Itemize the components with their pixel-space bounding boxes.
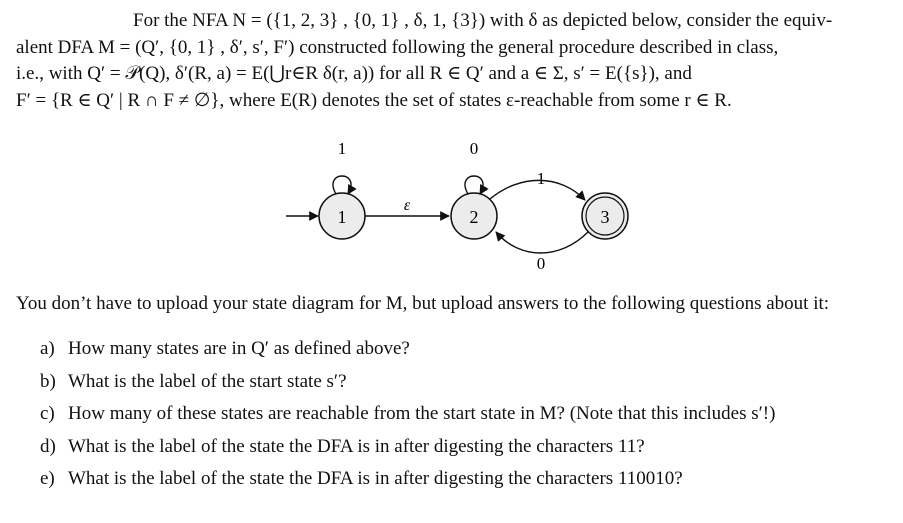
- state-2-label: 2: [469, 207, 479, 227]
- state-1: [319, 193, 365, 239]
- question-letter: d): [40, 435, 56, 457]
- intro-line-1: For the NFA N = ({1, 2, 3} , {0, 1} , δ, 1, {3}) with δ as depicted below, consider the equiv-: [133, 10, 833, 31]
- state-1-label: 1: [337, 207, 347, 227]
- question-text: What is the label of the state the DFA is in after digesting the characters 110010?: [68, 468, 683, 489]
- self-loop-1-label: 1: [337, 139, 347, 158]
- question-letter: b): [40, 370, 56, 392]
- question-text: What is the label of the state the DFA is in after digesting the characters 11?: [68, 435, 645, 457]
- nfa-state-diagram: [0, 128, 903, 278]
- question-letter: a): [40, 338, 55, 359]
- edge-2-to-3-label: 1: [536, 169, 546, 188]
- question-text: How many states are in Q′ as defined above?: [68, 338, 410, 359]
- question-text: What is the label of the start state s′?: [68, 370, 347, 392]
- edge-3-to-2: [496, 232, 588, 253]
- question-a: [40, 338, 775, 371]
- question-d: [40, 436, 775, 469]
- problem-intro: [16, 8, 890, 114]
- state-3: [582, 193, 628, 239]
- intro-line-2: alent DFA M = (Q′, {0, 1} , δ′, s′, F′) constructed following the general procedure described in class,: [16, 36, 779, 58]
- state-2: [451, 193, 497, 239]
- edge-1-to-2-label: ε: [403, 197, 411, 214]
- state-3-label: 3: [600, 207, 610, 227]
- question-b: [40, 371, 775, 404]
- question-list: [40, 338, 775, 501]
- question-e: [40, 468, 775, 501]
- intro-line-4: F′ = {R ∈ Q′ | R ∩ F ≠ ∅}, where E(R) denotes the set of states ε-reachable from some r ∈ R.: [16, 89, 732, 111]
- question-c: [40, 403, 775, 436]
- question-text: How many of these states are reachable from the start state in M? (Note that this includes s′!): [68, 403, 776, 424]
- question-letter: e): [40, 468, 55, 489]
- upload-prompt: You don’t have to upload your state diagram for M, but upload answers to the following questions about it:: [16, 293, 830, 314]
- self-loop-2: [465, 176, 483, 194]
- question-letter: c): [40, 403, 55, 424]
- self-loop-1: [333, 176, 351, 194]
- intro-line-3: i.e., with Q′ = 𝒫(Q), δ′(R, a) = E(⋃r∈R δ(r, a)) for all R ∈ Q′ and a ∈ Σ, s′ = E({s}), and: [16, 63, 692, 84]
- self-loop-2-label: 0: [469, 139, 479, 158]
- edge-3-to-2-label: 0: [536, 254, 546, 273]
